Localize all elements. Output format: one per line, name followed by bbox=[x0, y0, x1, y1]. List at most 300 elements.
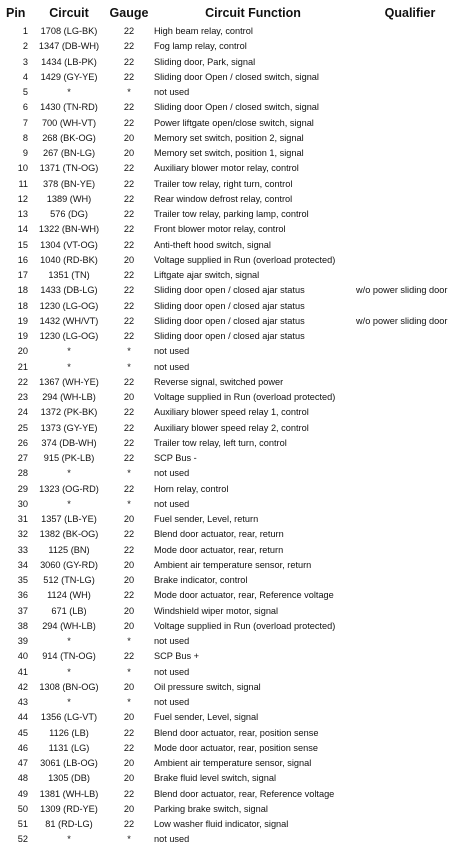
table-row bbox=[0, 360, 460, 375]
qualifier-cell bbox=[356, 360, 460, 375]
function-cell: not used bbox=[154, 346, 190, 357]
gauge-cell: * bbox=[127, 87, 131, 97]
gauge-cell: 22 bbox=[123, 590, 135, 601]
qualifier-cell bbox=[356, 649, 460, 664]
gauge-cell: 22 bbox=[123, 117, 135, 128]
qualifier-cell bbox=[356, 527, 460, 542]
qualifier-cell bbox=[356, 253, 460, 268]
gauge-cell: 22 bbox=[123, 651, 135, 662]
qualifier-cell bbox=[356, 665, 460, 680]
pin-cell: 41 bbox=[17, 666, 28, 677]
table-row bbox=[0, 619, 460, 634]
gauge-cell: 22 bbox=[123, 742, 135, 753]
pin-cell: 33 bbox=[17, 544, 28, 555]
table-row bbox=[0, 146, 460, 161]
circuit-cell: 1230 (LG-OG) bbox=[39, 331, 99, 341]
header-pin: Pin bbox=[6, 6, 26, 20]
function-cell: Anti-theft hood switch, signal bbox=[154, 239, 271, 250]
connector-pinout-table bbox=[0, 2, 460, 848]
circuit-cell: 1356 (LG-VT) bbox=[40, 712, 98, 723]
qualifier-cell bbox=[356, 329, 460, 344]
table-row bbox=[0, 771, 460, 786]
circuit-cell: 1382 (BK-OG) bbox=[39, 529, 99, 540]
circuit-cell: 1708 (LG-BK) bbox=[40, 26, 98, 36]
qualifier-cell bbox=[356, 55, 460, 70]
qualifier-cell bbox=[356, 573, 460, 588]
table-row bbox=[0, 726, 460, 741]
gauge-cell: 20 bbox=[123, 559, 135, 570]
qualifier-cell bbox=[356, 558, 460, 573]
circuit-cell: 294 (WH-LB) bbox=[42, 620, 96, 631]
qualifier-cell bbox=[356, 238, 460, 253]
table-row bbox=[0, 253, 460, 268]
gauge-cell: 20 bbox=[123, 605, 135, 616]
circuit-cell: 1372 (PK-BK) bbox=[40, 407, 98, 418]
circuit-cell: 1389 (WH) bbox=[46, 193, 92, 204]
table-header bbox=[0, 2, 460, 24]
pin-cell: 13 bbox=[17, 209, 28, 219]
function-cell: Memory set switch, position 2, signal bbox=[154, 132, 304, 143]
gauge-cell: 22 bbox=[123, 285, 135, 296]
table-row bbox=[0, 161, 460, 176]
qualifier-cell bbox=[356, 497, 460, 512]
header-row bbox=[0, 2, 460, 24]
qualifier-cell bbox=[356, 344, 460, 359]
gauge-cell: 22 bbox=[123, 727, 135, 738]
pin-cell: 6 bbox=[22, 102, 28, 113]
gauge-cell: * bbox=[127, 636, 131, 646]
function-cell: Reverse signal, switched power bbox=[154, 376, 284, 387]
circuit-cell: * bbox=[67, 697, 71, 707]
qualifier-cell bbox=[356, 771, 460, 786]
gauge-cell: 22 bbox=[123, 407, 135, 418]
header-qualifier: Qualifier bbox=[384, 6, 436, 20]
qualifier-cell bbox=[356, 695, 460, 710]
pin-cell: 12 bbox=[17, 193, 28, 204]
qualifier-cell bbox=[356, 680, 460, 695]
table-row bbox=[0, 85, 460, 100]
pin-cell: 10 bbox=[17, 163, 28, 174]
pin-cell: 7 bbox=[22, 117, 28, 128]
function-cell: SCP Bus + bbox=[154, 651, 200, 662]
gauge-cell: 22 bbox=[123, 315, 135, 326]
circuit-cell: 1367 (WH-YE) bbox=[39, 376, 99, 387]
qualifier-cell bbox=[356, 543, 460, 558]
pin-cell: 30 bbox=[17, 498, 28, 509]
table-row bbox=[0, 100, 460, 115]
gauge-cell: 22 bbox=[123, 178, 135, 189]
circuit-cell: 267 (BN-LG) bbox=[42, 148, 96, 158]
circuit-cell: 294 (WH-LB) bbox=[42, 392, 96, 402]
table-row bbox=[0, 482, 460, 497]
table-row bbox=[0, 665, 460, 680]
pin-cell: 2 bbox=[22, 41, 28, 52]
function-cell: not used bbox=[154, 87, 190, 97]
gauge-cell: 22 bbox=[123, 529, 135, 540]
circuit-cell: * bbox=[67, 834, 71, 845]
function-cell: Ambient air temperature sensor, signal bbox=[154, 758, 312, 768]
table-body bbox=[0, 24, 460, 848]
table-row bbox=[0, 588, 460, 603]
table-row bbox=[0, 192, 460, 207]
pin-cell: 31 bbox=[17, 514, 28, 524]
gauge-cell: 20 bbox=[123, 620, 135, 631]
qualifier-cell bbox=[356, 588, 460, 603]
pin-cell: 25 bbox=[17, 422, 28, 433]
table-row bbox=[0, 329, 460, 344]
gauge-cell: 22 bbox=[123, 193, 135, 204]
gauge-cell: * bbox=[127, 468, 131, 479]
qualifier-cell bbox=[356, 24, 460, 39]
table-row bbox=[0, 39, 460, 54]
qualifier-cell bbox=[356, 268, 460, 283]
circuit-cell: 1381 (WH-LB) bbox=[39, 788, 99, 799]
function-cell: Front blower motor relay, control bbox=[154, 224, 286, 235]
pin-cell: 46 bbox=[17, 742, 28, 753]
gauge-cell: 22 bbox=[123, 26, 135, 36]
function-cell: Auxiliary blower speed relay 2, control bbox=[154, 422, 309, 433]
table-row bbox=[0, 222, 460, 237]
pin-cell: 8 bbox=[22, 132, 28, 143]
circuit-cell: * bbox=[67, 666, 71, 677]
circuit-cell: 1125 (BN) bbox=[48, 544, 90, 555]
function-cell: Auxiliary blower speed relay 1, control bbox=[154, 407, 309, 418]
function-cell: not used bbox=[154, 697, 190, 707]
circuit-cell: 915 (PK-LB) bbox=[43, 453, 95, 463]
function-cell: Trailer tow relay, left turn, control bbox=[154, 437, 287, 448]
gauge-cell: 20 bbox=[123, 712, 135, 723]
function-cell: Sliding door open / closed ajar status bbox=[154, 285, 305, 296]
circuit-cell: 1126 (LB) bbox=[49, 727, 89, 738]
table-row bbox=[0, 375, 460, 390]
qualifier-cell bbox=[356, 222, 460, 237]
function-cell: Mode door actuator, rear, position sense bbox=[154, 742, 318, 753]
pin-cell: 17 bbox=[17, 270, 28, 280]
pin-cell: 1 bbox=[22, 26, 28, 36]
qualifier-cell bbox=[356, 70, 460, 85]
function-cell: not used bbox=[154, 666, 190, 677]
function-cell: Rear window defrost relay, control bbox=[154, 193, 293, 204]
pin-cell: 20 bbox=[17, 346, 28, 357]
gauge-cell: * bbox=[127, 498, 131, 509]
qualifier-cell bbox=[356, 161, 460, 176]
pin-cell: 50 bbox=[17, 803, 28, 814]
function-cell: Brake indicator, control bbox=[154, 575, 248, 585]
circuit-cell: 671 (LB) bbox=[51, 605, 87, 616]
gauge-cell: 22 bbox=[123, 239, 135, 250]
gauge-cell: 20 bbox=[123, 575, 135, 585]
qualifier-cell: w/o power sliding door bbox=[356, 285, 448, 296]
gauge-cell: 20 bbox=[123, 803, 135, 814]
table-row bbox=[0, 314, 460, 329]
table-row bbox=[0, 832, 460, 847]
table-row bbox=[0, 116, 460, 131]
circuit-cell: 1357 (LB-YE) bbox=[41, 514, 97, 524]
pin-cell: 36 bbox=[17, 590, 28, 601]
function-cell: Sliding door, Park, signal bbox=[154, 56, 256, 67]
gauge-cell: 22 bbox=[123, 376, 135, 387]
qualifier-cell: w/o power sliding door bbox=[356, 315, 448, 326]
gauge-cell: 22 bbox=[123, 422, 135, 433]
pin-cell: 49 bbox=[17, 788, 28, 799]
qualifier-cell bbox=[356, 710, 460, 725]
circuit-cell: * bbox=[67, 498, 71, 509]
gauge-cell: 22 bbox=[123, 102, 135, 113]
circuit-cell: 1322 (BN-WH) bbox=[38, 224, 100, 235]
pin-cell: 28 bbox=[17, 468, 28, 479]
function-cell: Sliding door open / closed ajar status bbox=[154, 315, 305, 326]
table-row bbox=[0, 24, 460, 39]
circuit-cell: 1124 (WH) bbox=[47, 590, 91, 601]
function-cell: Power liftgate open/close switch, signal bbox=[154, 117, 314, 128]
pin-cell: 48 bbox=[17, 773, 28, 784]
circuit-cell: 1323 (OG-RD) bbox=[39, 483, 99, 494]
table-row bbox=[0, 466, 460, 481]
pin-cell: 51 bbox=[17, 819, 28, 829]
qualifier-cell bbox=[356, 146, 460, 161]
table-row bbox=[0, 299, 460, 314]
function-cell: Fuel sender, Level, return bbox=[154, 514, 259, 524]
qualifier-cell bbox=[356, 405, 460, 420]
function-cell: not used bbox=[154, 636, 190, 646]
circuit-cell: 1429 (GY-YE) bbox=[40, 71, 98, 82]
pin-cell: 47 bbox=[17, 758, 28, 768]
function-cell: Sliding door Open / closed switch, signal bbox=[154, 102, 319, 113]
gauge-cell: 20 bbox=[123, 773, 135, 784]
pin-cell: 44 bbox=[17, 712, 28, 723]
table-row bbox=[0, 756, 460, 771]
table-row bbox=[0, 680, 460, 695]
gauge-cell: 22 bbox=[123, 453, 135, 463]
qualifier-cell bbox=[356, 787, 460, 802]
gauge-cell: 20 bbox=[123, 132, 135, 143]
gauge-cell: 22 bbox=[123, 71, 135, 82]
table-row bbox=[0, 207, 460, 222]
pin-cell: 4 bbox=[22, 71, 28, 82]
gauge-cell: 22 bbox=[123, 224, 135, 235]
table-row bbox=[0, 695, 460, 710]
circuit-cell: 1347 (DB-WH) bbox=[38, 41, 100, 52]
gauge-cell: 22 bbox=[123, 331, 135, 341]
function-cell: Horn relay, control bbox=[154, 483, 229, 494]
qualifier-cell bbox=[356, 802, 460, 817]
circuit-cell: 374 (DB-WH) bbox=[41, 437, 97, 448]
qualifier-cell bbox=[356, 451, 460, 466]
function-cell: Brake fluid level switch, signal bbox=[154, 773, 277, 784]
function-cell: Parking brake switch, signal bbox=[154, 803, 268, 814]
qualifier-cell bbox=[356, 375, 460, 390]
qualifier-cell bbox=[356, 390, 460, 405]
pin-cell: 32 bbox=[17, 529, 28, 540]
function-cell: not used bbox=[154, 468, 190, 479]
gauge-cell: 22 bbox=[123, 437, 135, 448]
qualifier-cell bbox=[356, 421, 460, 436]
gauge-cell: 20 bbox=[123, 758, 135, 768]
pin-cell: 38 bbox=[17, 620, 28, 631]
table-row bbox=[0, 421, 460, 436]
header-circuit: Circuit bbox=[49, 6, 89, 20]
gauge-cell: 22 bbox=[123, 483, 135, 494]
qualifier-cell bbox=[356, 604, 460, 619]
gauge-cell: 22 bbox=[123, 163, 135, 174]
function-cell: Liftgate ajar switch, signal bbox=[154, 270, 260, 280]
function-cell: Mode door actuator, rear, return bbox=[154, 544, 284, 555]
circuit-cell: 268 (BK-OG) bbox=[42, 132, 96, 143]
qualifier-cell bbox=[356, 436, 460, 451]
pin-cell: 29 bbox=[17, 483, 28, 494]
pin-cell: 26 bbox=[17, 437, 28, 448]
circuit-cell: 3060 (GY-RD) bbox=[40, 559, 98, 570]
pin-cell: 15 bbox=[17, 239, 28, 250]
qualifier-cell bbox=[356, 192, 460, 207]
gauge-cell: * bbox=[127, 346, 131, 357]
function-cell: Blend door actuator, rear, Reference voltage bbox=[154, 788, 335, 799]
function-cell: not used bbox=[154, 498, 190, 509]
circuit-cell: 1373 (GY-YE) bbox=[40, 422, 98, 433]
pin-cell: 43 bbox=[17, 697, 28, 707]
circuit-cell: 1308 (BN-OG) bbox=[39, 681, 99, 692]
circuit-cell: 1430 (TN-RD) bbox=[40, 102, 98, 113]
gauge-cell: 22 bbox=[123, 41, 135, 52]
table-row bbox=[0, 527, 460, 542]
circuit-cell: 1305 (DB) bbox=[48, 773, 90, 784]
table-row bbox=[0, 558, 460, 573]
circuit-cell: 576 (DG) bbox=[50, 209, 88, 219]
qualifier-cell bbox=[356, 131, 460, 146]
function-cell: Voltage supplied in Run (overload protected) bbox=[154, 620, 336, 631]
table-row bbox=[0, 283, 460, 298]
function-cell: Fuel sender, Level, signal bbox=[154, 712, 259, 723]
circuit-cell: 1351 (TN) bbox=[48, 270, 90, 280]
gauge-cell: 20 bbox=[123, 681, 135, 692]
pin-cell: 19 bbox=[17, 315, 28, 326]
qualifier-cell bbox=[356, 100, 460, 115]
qualifier-cell bbox=[356, 634, 460, 649]
circuit-cell: 3061 (LB-OG) bbox=[40, 758, 98, 768]
qualifier-cell bbox=[356, 512, 460, 527]
table-row bbox=[0, 604, 460, 619]
gauge-cell: 22 bbox=[123, 56, 135, 67]
qualifier-cell bbox=[356, 756, 460, 771]
table-row bbox=[0, 70, 460, 85]
function-cell: Oil pressure switch, signal bbox=[154, 681, 261, 692]
pin-cell: 14 bbox=[17, 224, 28, 235]
table-row bbox=[0, 649, 460, 664]
pin-cell: 5 bbox=[22, 87, 28, 97]
pin-cell: 3 bbox=[22, 56, 28, 67]
circuit-cell: 1230 (LG-OG) bbox=[39, 300, 99, 311]
table-row bbox=[0, 344, 460, 359]
pin-cell: 52 bbox=[17, 834, 28, 845]
function-cell: Mode door actuator, rear, Reference voltage bbox=[154, 590, 334, 601]
circuit-cell: 1434 (LB-PK) bbox=[41, 56, 97, 67]
qualifier-cell bbox=[356, 741, 460, 756]
gauge-cell: * bbox=[127, 834, 131, 845]
circuit-cell: 1040 (RD-BK) bbox=[40, 254, 98, 265]
qualifier-cell bbox=[356, 817, 460, 832]
gauge-cell: 20 bbox=[123, 514, 135, 524]
pin-cell: 23 bbox=[17, 392, 28, 402]
header-circuit-function: Circuit Function bbox=[205, 6, 301, 20]
pin-cell: 11 bbox=[18, 178, 28, 189]
function-cell: SCP Bus - bbox=[154, 453, 197, 463]
header-gauge: Gauge bbox=[109, 6, 149, 20]
table-row bbox=[0, 573, 460, 588]
qualifier-cell bbox=[356, 726, 460, 741]
qualifier-cell bbox=[356, 466, 460, 481]
circuit-cell: * bbox=[67, 468, 71, 479]
table-row bbox=[0, 177, 460, 192]
qualifier-cell bbox=[356, 619, 460, 634]
function-cell: Sliding door Open / closed switch, signal bbox=[154, 71, 319, 82]
pin-cell: 19 bbox=[17, 331, 28, 341]
qualifier-cell bbox=[356, 39, 460, 54]
pin-cell: 22 bbox=[17, 376, 28, 387]
gauge-cell: * bbox=[127, 666, 131, 677]
function-cell: Windshield wiper motor, signal bbox=[154, 605, 279, 616]
table-row bbox=[0, 390, 460, 405]
circuit-cell: 378 (BN-YE) bbox=[42, 178, 96, 189]
function-cell: Fog lamp relay, control bbox=[154, 41, 247, 52]
qualifier-cell bbox=[356, 299, 460, 314]
table-row bbox=[0, 634, 460, 649]
gauge-cell: * bbox=[127, 361, 131, 372]
pin-cell: 9 bbox=[22, 148, 28, 158]
circuit-cell: 1371 (TN-OG) bbox=[39, 163, 99, 174]
gauge-cell: * bbox=[127, 697, 131, 707]
table-row bbox=[0, 787, 460, 802]
table-row bbox=[0, 238, 460, 253]
function-cell: Blend door actuator, rear, return bbox=[154, 529, 284, 540]
pin-cell: 34 bbox=[17, 559, 28, 570]
circuit-cell: 914 (TN-OG) bbox=[42, 651, 96, 662]
table-row bbox=[0, 512, 460, 527]
circuit-cell: * bbox=[67, 346, 71, 357]
table-row bbox=[0, 741, 460, 756]
table-row bbox=[0, 131, 460, 146]
circuit-cell: 512 (TN-LG) bbox=[43, 575, 95, 585]
qualifier-cell bbox=[356, 116, 460, 131]
qualifier-cell bbox=[356, 482, 460, 497]
pin-cell: 21 bbox=[17, 361, 28, 372]
function-cell: Trailer tow relay, parking lamp, control bbox=[154, 209, 309, 219]
table-row bbox=[0, 268, 460, 283]
table-row bbox=[0, 543, 460, 558]
circuit-cell: 1433 (DB-LG) bbox=[40, 285, 98, 296]
function-cell: Blend door actuator, rear, position sense bbox=[154, 727, 319, 738]
pin-cell: 40 bbox=[17, 651, 28, 662]
circuit-cell: 81 (RD-LG) bbox=[45, 819, 93, 829]
qualifier-cell bbox=[356, 832, 460, 847]
function-cell: not used bbox=[154, 834, 190, 845]
gauge-cell: 22 bbox=[123, 209, 135, 219]
function-cell: Sliding door open / closed ajar status bbox=[154, 331, 305, 341]
function-cell: High beam relay, control bbox=[154, 26, 253, 36]
pin-cell: 37 bbox=[17, 605, 28, 616]
gauge-cell: 22 bbox=[123, 270, 135, 280]
pin-cell: 45 bbox=[17, 727, 28, 738]
table-row bbox=[0, 436, 460, 451]
function-cell: Voltage supplied in Run (overload protected) bbox=[154, 392, 336, 402]
pin-cell: 18 bbox=[17, 285, 28, 296]
circuit-cell: * bbox=[67, 361, 71, 372]
gauge-cell: 22 bbox=[123, 788, 135, 799]
function-cell: Low washer fluid indicator, signal bbox=[154, 819, 289, 829]
circuit-cell: 1432 (WH/VT) bbox=[39, 315, 99, 326]
function-cell: Sliding door open / closed ajar status bbox=[154, 300, 305, 311]
table-row bbox=[0, 802, 460, 817]
gauge-cell: 22 bbox=[123, 819, 135, 829]
